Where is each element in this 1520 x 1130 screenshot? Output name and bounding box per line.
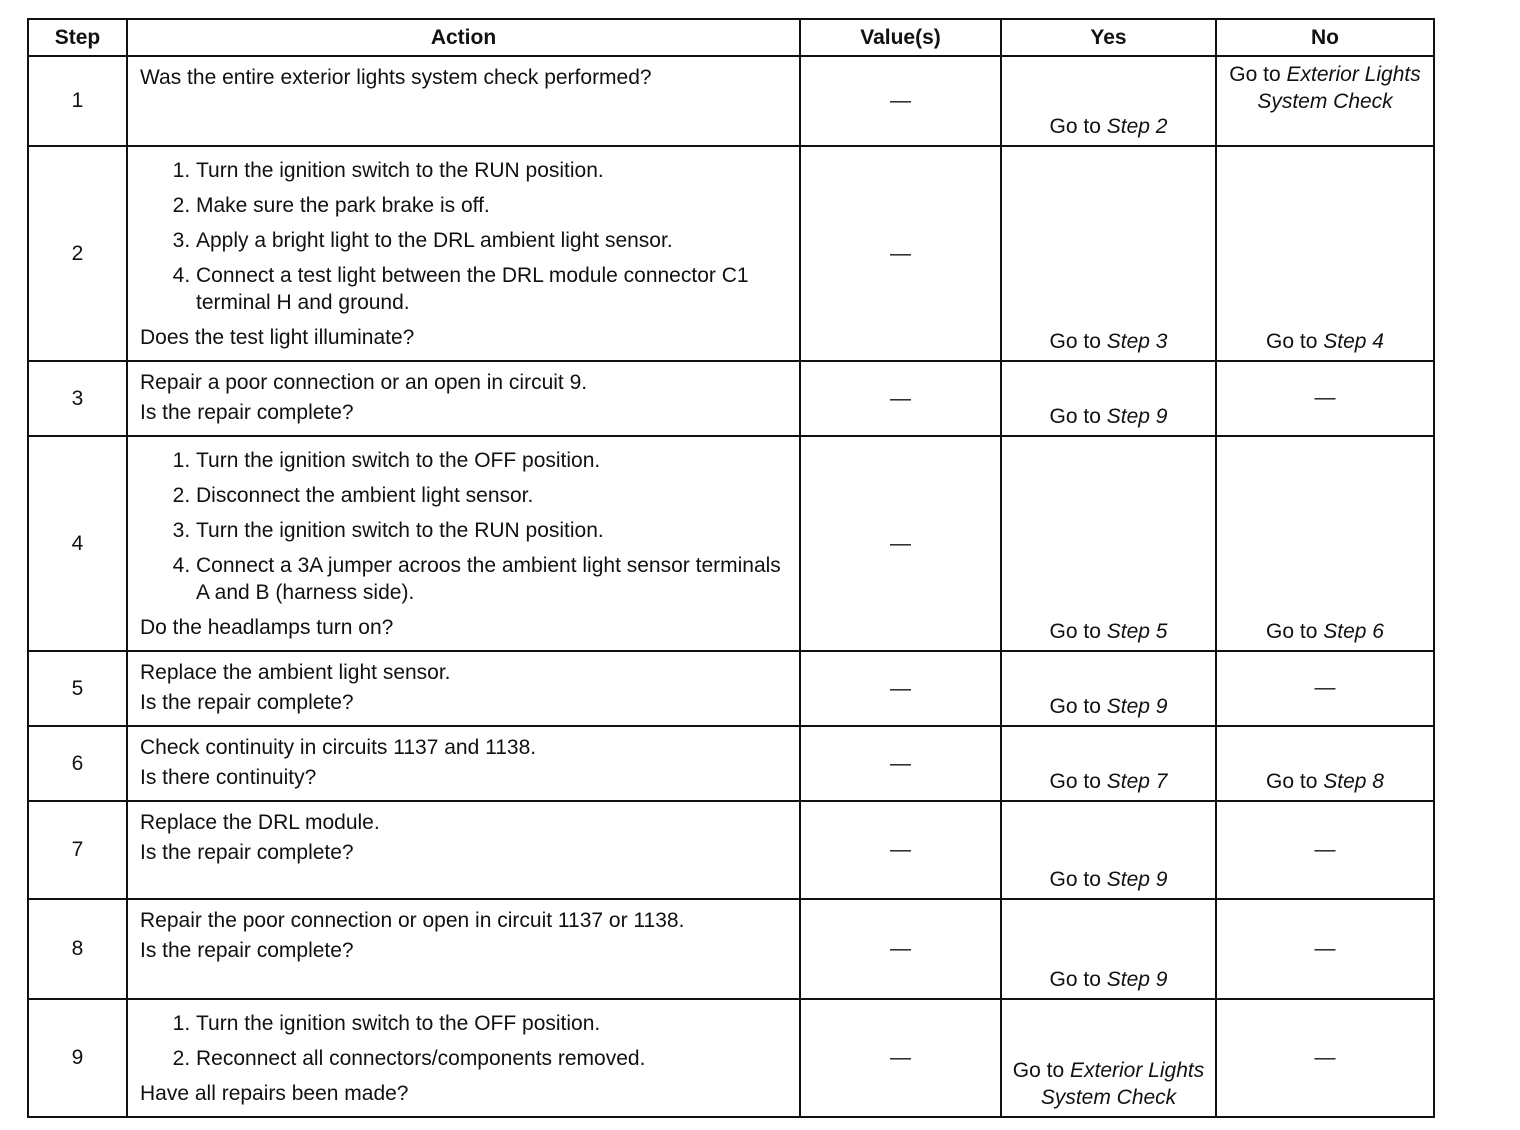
yes-reference bbox=[1010, 618, 1207, 645]
procedure-step: 3. Apply a bright light to the DRL ambient light sensor. bbox=[196, 227, 787, 254]
step-number: 3 bbox=[28, 361, 127, 436]
value-cell bbox=[800, 999, 1001, 1117]
no-cell bbox=[1216, 899, 1434, 999]
action-text: Is the repair complete? bbox=[140, 939, 354, 962]
no-cell bbox=[1216, 801, 1434, 899]
procedure-step: 3. Turn the ignition switch to the RUN position. bbox=[196, 517, 787, 544]
action-text: Is the repair complete? bbox=[140, 841, 354, 864]
value-cell bbox=[800, 56, 1001, 146]
go-to-prefix: Go to bbox=[1266, 770, 1318, 793]
procedure-step: 2. Make sure the park brake is off. bbox=[196, 192, 787, 219]
action-text: Is there continuity? bbox=[140, 766, 317, 789]
action-cell bbox=[127, 726, 800, 801]
yes-cell bbox=[1001, 999, 1216, 1117]
go-to-target: Step 8 bbox=[1323, 770, 1384, 793]
step-number: 1 bbox=[28, 56, 127, 146]
header-action: Action bbox=[127, 19, 800, 56]
header-values: Value(s) bbox=[800, 19, 1001, 56]
value-dash: — bbox=[890, 838, 911, 861]
step-number: 9 bbox=[28, 999, 127, 1117]
yes-reference bbox=[1010, 328, 1207, 355]
yes-reference bbox=[1010, 113, 1207, 140]
header-no: No bbox=[1216, 19, 1434, 56]
no-dash: — bbox=[1314, 676, 1336, 699]
value-dash: — bbox=[890, 751, 911, 775]
procedure-step: 1. Turn the ignition switch to the RUN position. bbox=[196, 157, 787, 184]
value-dash: — bbox=[890, 937, 911, 960]
no-cell bbox=[1216, 146, 1434, 361]
go-to-target: Step 4 bbox=[1323, 330, 1384, 353]
go-to-prefix: Go to bbox=[1266, 330, 1318, 353]
action-cell bbox=[127, 361, 800, 436]
question-text: Have all repairs been made? bbox=[140, 1082, 409, 1105]
yes-cell bbox=[1001, 726, 1216, 801]
step-number: 8 bbox=[28, 899, 127, 999]
table-row bbox=[28, 899, 1434, 999]
procedure-list bbox=[140, 447, 787, 606]
table-row bbox=[28, 361, 1434, 436]
action-text: Check continuity in circuits 1137 and 1138. bbox=[140, 736, 537, 759]
go-to-prefix: Go to bbox=[1012, 1059, 1065, 1082]
go-to-target: Step 9 bbox=[1106, 695, 1168, 718]
value-cell bbox=[800, 436, 1001, 651]
step-number: 7 bbox=[28, 801, 127, 899]
yes-cell bbox=[1001, 801, 1216, 899]
action-text: Replace the DRL module. bbox=[140, 811, 380, 834]
go-to-target: Exterior Lights System Check bbox=[1040, 1059, 1205, 1109]
action-cell bbox=[127, 999, 800, 1117]
action-text: Repair the poor connection or open in circuit 1137 or 1138. bbox=[140, 909, 685, 932]
go-to-prefix: Go to bbox=[1049, 405, 1101, 428]
procedure-step: 1. Turn the ignition switch to the OFF position. bbox=[196, 1010, 787, 1037]
go-to-prefix: Go to bbox=[1229, 63, 1281, 86]
step-number: 6 bbox=[28, 726, 127, 801]
procedure-step: 4. Connect a test light between the DRL module connector C1 terminal H and ground. bbox=[196, 262, 787, 316]
table-row bbox=[28, 999, 1434, 1117]
value-cell bbox=[800, 801, 1001, 899]
table-row bbox=[28, 651, 1434, 726]
procedure-step: 4. Connect a 3A jumper acroos the ambient light sensor terminals A and B (harness side). bbox=[196, 552, 787, 606]
yes-reference bbox=[1010, 768, 1207, 795]
no-reference bbox=[1225, 618, 1425, 645]
yes-cell bbox=[1001, 651, 1216, 726]
question-text: Does the test light illuminate? bbox=[140, 326, 415, 349]
value-cell bbox=[800, 726, 1001, 801]
value-cell bbox=[800, 361, 1001, 436]
no-dash: — bbox=[1314, 936, 1336, 960]
value-dash: — bbox=[890, 241, 911, 265]
no-cell bbox=[1216, 436, 1434, 651]
header-step: Step bbox=[28, 19, 127, 56]
yes-cell bbox=[1001, 361, 1216, 436]
table-body bbox=[28, 56, 1434, 1117]
action-cell bbox=[127, 56, 800, 146]
table-row bbox=[28, 146, 1434, 361]
action-cell bbox=[127, 801, 800, 899]
go-to-target: Exterior Lights System Check bbox=[1257, 63, 1421, 113]
no-dash: — bbox=[1314, 386, 1336, 409]
procedure-step: 2. Disconnect the ambient light sensor. bbox=[196, 482, 787, 509]
yes-cell bbox=[1001, 436, 1216, 651]
no-cell bbox=[1216, 56, 1434, 146]
procedure-step: 1. Turn the ignition switch to the OFF position. bbox=[196, 447, 787, 474]
action-text: Is the repair complete? bbox=[140, 401, 354, 424]
table-row bbox=[28, 436, 1434, 651]
action-cell bbox=[127, 436, 800, 651]
no-cell bbox=[1216, 651, 1434, 726]
action-text: Replace the ambient light sensor. bbox=[140, 661, 451, 684]
action-text: Repair a poor connection or an open in circuit 9. bbox=[140, 371, 588, 394]
action-cell bbox=[127, 651, 800, 726]
no-cell bbox=[1216, 361, 1434, 436]
header-yes: Yes bbox=[1001, 19, 1216, 56]
go-to-target: Step 2 bbox=[1106, 115, 1168, 138]
go-to-target: Step 5 bbox=[1106, 620, 1168, 643]
question-text: Do the headlamps turn on? bbox=[140, 616, 394, 639]
step-number: 2 bbox=[28, 146, 127, 361]
step-number: 5 bbox=[28, 651, 127, 726]
table-row bbox=[28, 801, 1434, 899]
go-to-prefix: Go to bbox=[1049, 115, 1101, 138]
go-to-prefix: Go to bbox=[1049, 695, 1101, 718]
procedure-list bbox=[140, 1010, 787, 1072]
value-dash: — bbox=[890, 89, 911, 112]
no-cell bbox=[1216, 726, 1434, 801]
action-cell bbox=[127, 146, 800, 361]
yes-reference bbox=[1010, 966, 1207, 993]
no-cell bbox=[1216, 999, 1434, 1117]
go-to-prefix: Go to bbox=[1049, 868, 1101, 891]
no-dash: — bbox=[1314, 837, 1336, 861]
value-dash: — bbox=[890, 386, 911, 410]
value-dash: — bbox=[890, 676, 911, 700]
action-text: Was the entire exterior lights system check performed? bbox=[140, 66, 652, 89]
yes-cell bbox=[1001, 146, 1216, 361]
value-cell bbox=[800, 899, 1001, 999]
go-to-target: Step 9 bbox=[1106, 405, 1168, 428]
yes-cell bbox=[1001, 56, 1216, 146]
go-to-target: Step 9 bbox=[1106, 868, 1168, 891]
go-to-target: Step 9 bbox=[1106, 968, 1168, 991]
go-to-prefix: Go to bbox=[1049, 968, 1101, 991]
diagnostic-table bbox=[27, 18, 1435, 1118]
yes-reference bbox=[1010, 866, 1207, 893]
action-text: Is the repair complete? bbox=[140, 691, 354, 714]
value-cell bbox=[800, 651, 1001, 726]
value-dash: — bbox=[890, 1046, 911, 1069]
yes-reference bbox=[1010, 693, 1207, 720]
go-to-target: Step 3 bbox=[1106, 330, 1168, 353]
yes-reference bbox=[1010, 1057, 1207, 1111]
yes-cell bbox=[1001, 899, 1216, 999]
go-to-prefix: Go to bbox=[1266, 620, 1318, 643]
action-cell bbox=[127, 899, 800, 999]
no-reference bbox=[1225, 768, 1425, 795]
go-to-prefix: Go to bbox=[1049, 770, 1101, 793]
step-number: 4 bbox=[28, 436, 127, 651]
procedure-step: 2. Reconnect all connectors/components removed. bbox=[196, 1045, 787, 1072]
value-cell bbox=[800, 146, 1001, 361]
go-to-target: Step 6 bbox=[1323, 620, 1384, 643]
no-dash: — bbox=[1314, 1045, 1336, 1069]
yes-reference bbox=[1010, 403, 1207, 430]
go-to-prefix: Go to bbox=[1049, 620, 1101, 643]
go-to-prefix: Go to bbox=[1049, 330, 1101, 353]
table-row bbox=[28, 726, 1434, 801]
table-row bbox=[28, 56, 1434, 146]
no-reference bbox=[1225, 61, 1425, 115]
header-row bbox=[28, 19, 1434, 56]
no-reference bbox=[1225, 328, 1425, 355]
procedure-list bbox=[140, 157, 787, 316]
go-to-target: Step 7 bbox=[1106, 770, 1168, 793]
value-dash: — bbox=[890, 531, 911, 555]
